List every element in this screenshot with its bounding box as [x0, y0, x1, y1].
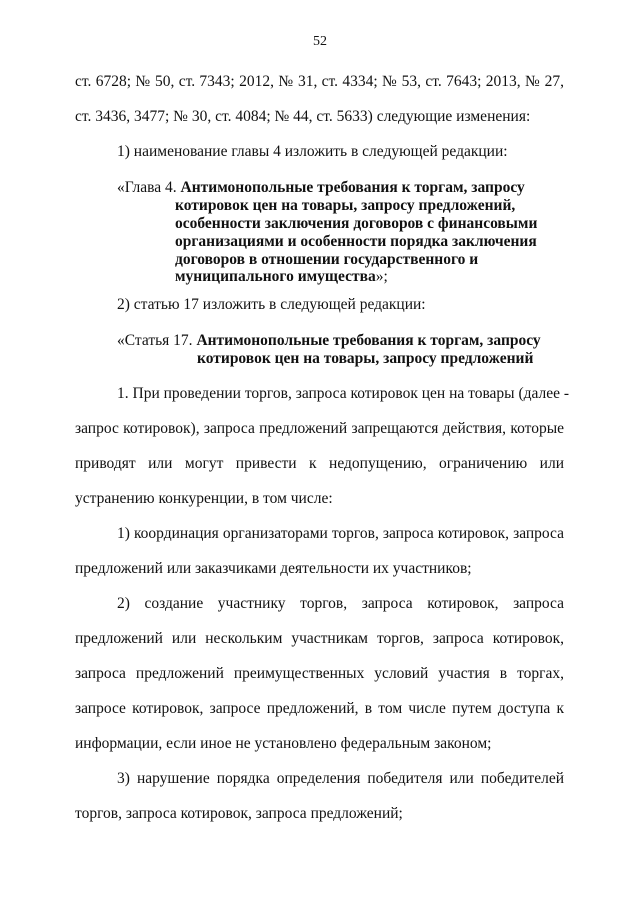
chapter-heading-line [175, 268, 388, 286]
text-line: 1) наименование главы 4 изложить в следующей редакции: [117, 143, 508, 160]
chapter-title: договоров в отношении государственного и [175, 251, 479, 268]
article-heading-line [117, 332, 541, 350]
text-line: запросе котировок, запросе предложений, в том числе путем доступа к [75, 700, 564, 717]
text-line: приводят или могут привести к недопущению, ограничению или [75, 455, 564, 472]
article-title: котировок цен на товары, запросу предложений [197, 350, 534, 367]
text-line: 3) нарушение порядка определения победителя или победителей [117, 770, 564, 787]
page-number: 52 [313, 34, 327, 49]
text-line: предложений или заказчиками деятельности их участников; [75, 560, 472, 577]
text-line: 2) создание участнику торгов, запроса котировок, запроса [117, 595, 564, 612]
text-line: 2) статью 17 изложить в следующей редакции: [117, 296, 426, 313]
chapter-title: котировок цен на товары, запросу предложений, [175, 197, 516, 214]
chapter-end: »; [375, 268, 388, 285]
text-line: торгов, запроса котировок, запроса предложений; [75, 805, 403, 822]
chapter-title: Антимонопольные требования к торгам, запросу [180, 179, 525, 196]
chapter-heading-line [117, 179, 525, 197]
text-line: ст. 3436, 3477; № 30, ст. 4084; № 44, ст. 5633) следующие изменения: [75, 108, 531, 125]
text-line: 1) координация организаторами торгов, запроса котировок, запроса [117, 525, 564, 542]
chapter-prefix: «Глава 4. [117, 179, 181, 196]
text-line: ст. 6728; № 50, ст. 7343; 2012, № 31, ст. 4334; № 53, ст. 7643; 2013, № 27, [75, 73, 564, 90]
text-line: запроса предложений преимущественных условий участия в торгах, [75, 665, 564, 682]
article-prefix: «Статья 17. [117, 332, 197, 349]
chapter-title: организациями и особенности порядка заключения [175, 233, 537, 250]
text-line: предложений или нескольким участникам торгов, запроса котировок, [75, 630, 564, 647]
text-line: запрос котировок), запроса предложений запрещаются действия, которые [75, 420, 564, 437]
chapter-title: муниципального имущества [175, 268, 376, 285]
article-title: Антимонопольные требования к торгам, запросу [196, 332, 541, 349]
text-line: информации, если иное не установлено федеральным законом; [75, 735, 492, 752]
text-line: 1. При проведении торгов, запроса котировок цен на товары (далее - [117, 385, 570, 402]
text-line: устранению конкуренции, в том числе: [75, 490, 333, 507]
chapter-title: особенности заключения договоров с финансовыми [175, 215, 538, 232]
